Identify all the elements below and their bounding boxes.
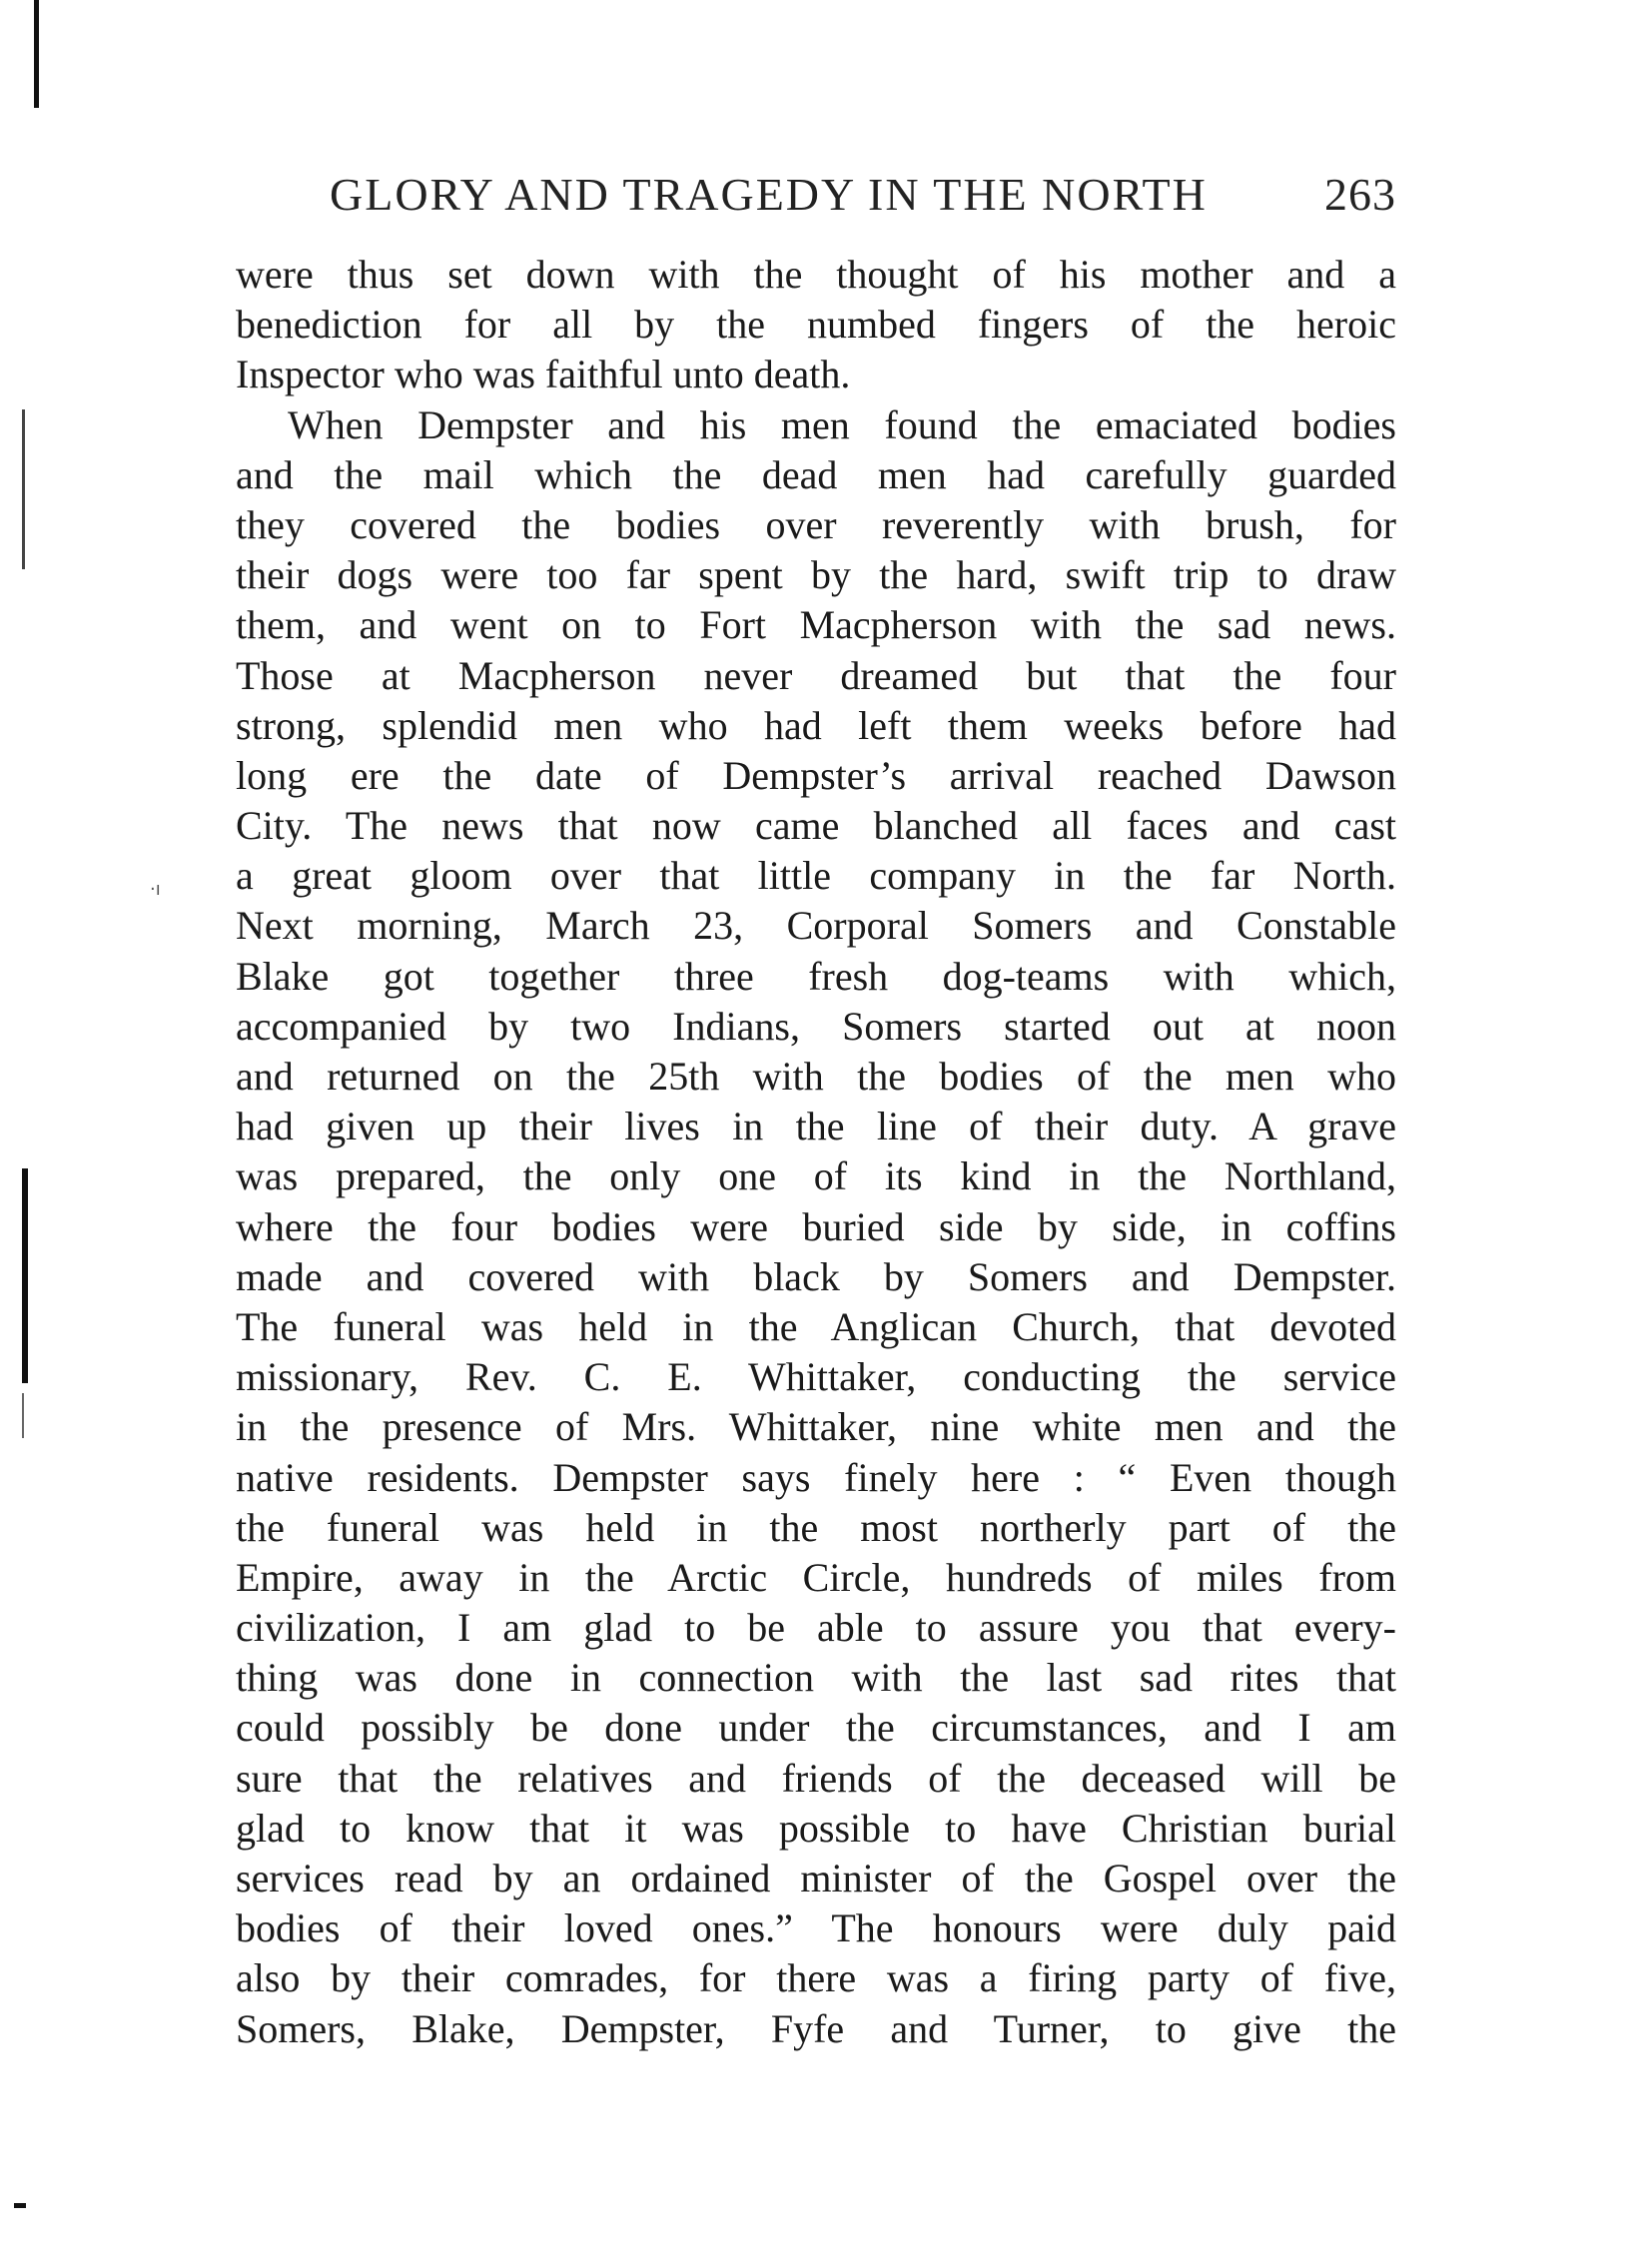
text-line: accompanied by two Indians, Somers started out at noon [236, 1003, 1396, 1049]
text-line: them, and went on to Fort Macpherson with the sad news. [236, 602, 1396, 648]
text-line: also by their comrades, for there was a firing party of five, [236, 1955, 1396, 2001]
text-line: strong, splendid men who had left them weeks before had [236, 702, 1396, 748]
paragraph-first-line: When Dempster and his men found the emaciated bodies [288, 401, 1396, 447]
text-line: Inspector who was faithful unto death. [236, 352, 851, 397]
text-line: services read by an ordained minister of the Gospel over the [236, 1856, 1396, 1900]
text-line: Blake got together three fresh dog-teams with which, [236, 953, 1396, 999]
text-line: where the four bodies were buried side by side, in coffins [236, 1203, 1396, 1249]
scan-binding-mark [22, 1168, 28, 1383]
text-line: thing was done in connection with the last sad rites that [236, 1655, 1396, 1701]
text-line: Empire, away in the Arctic Circle, hundreds of miles from [236, 1554, 1396, 1600]
text-line: the funeral was held in the most northerly part of the [236, 1504, 1396, 1550]
text-line: native residents. Dempster says finely here : “ Even though [236, 1454, 1396, 1500]
text-line: and returned on the 25th with the bodies of the men who [236, 1054, 1396, 1099]
scan-speck-mark [14, 2203, 26, 2208]
text-line: benediction for all by the numbed fingers of the heroic [236, 302, 1396, 348]
text-line: missionary, Rev. C. E. Whittaker, conducting the service [236, 1354, 1396, 1400]
body-text [236, 250, 1396, 2054]
text-line: bodies of their loved ones.” The honours were duly paid [236, 1905, 1396, 1951]
text-line: they covered the bodies over reverently with brush, for [236, 501, 1396, 547]
page-number: 263 [1324, 169, 1396, 220]
text-line: in the presence of Mrs. Whittaker, nine white men and the [236, 1404, 1396, 1450]
text-line: Next morning, March 23, Corporal Somers and Constable [236, 903, 1396, 949]
text-line: glad to know that it was possible to have Christian burial [236, 1805, 1396, 1851]
text-line: civilization, I am glad to be able to assure you that every- [236, 1605, 1396, 1651]
text-line: were thus set down with the thought of his mother and a [236, 252, 1396, 297]
text-line: The funeral was held in the Anglican Church, that devoted [236, 1303, 1396, 1349]
text-line: and the mail which the dead men had carefully guarded [236, 451, 1396, 497]
text-line: made and covered with black by Somers and Dempster. [236, 1253, 1396, 1299]
running-head-title: GLORY AND TRAGEDY IN THE NORTH [330, 169, 1208, 220]
scan-speck: ·ı [150, 879, 161, 900]
text-line: could possibly be done under the circumstances, and I am [236, 1705, 1396, 1751]
scan-binding-mark [22, 1393, 24, 1438]
text-line: was prepared, the only one of its kind in the Northland, [236, 1153, 1396, 1199]
scan-binding-mark [34, 0, 39, 108]
scan-binding-mark [22, 409, 25, 569]
text-line: City. The news that now came blanched all faces and cast [236, 803, 1396, 849]
running-head [330, 168, 1396, 221]
text-line: Those at Macpherson never dreamed but that the four [236, 652, 1396, 698]
text-line: a great gloom over that little company in the far North. [236, 853, 1396, 899]
text-line: had given up their lives in the line of their duty. A grave [236, 1104, 1396, 1149]
text-line: their dogs were too far spent by the hard, swift trip to draw [236, 552, 1396, 598]
text-line: Somers, Blake, Dempster, Fyfe and Turner, to give the [236, 2005, 1396, 2051]
text-line: long ere the date of Dempster’s arrival reached Dawson [236, 752, 1396, 798]
text-line: sure that the relatives and friends of the deceased will be [236, 1755, 1396, 1801]
